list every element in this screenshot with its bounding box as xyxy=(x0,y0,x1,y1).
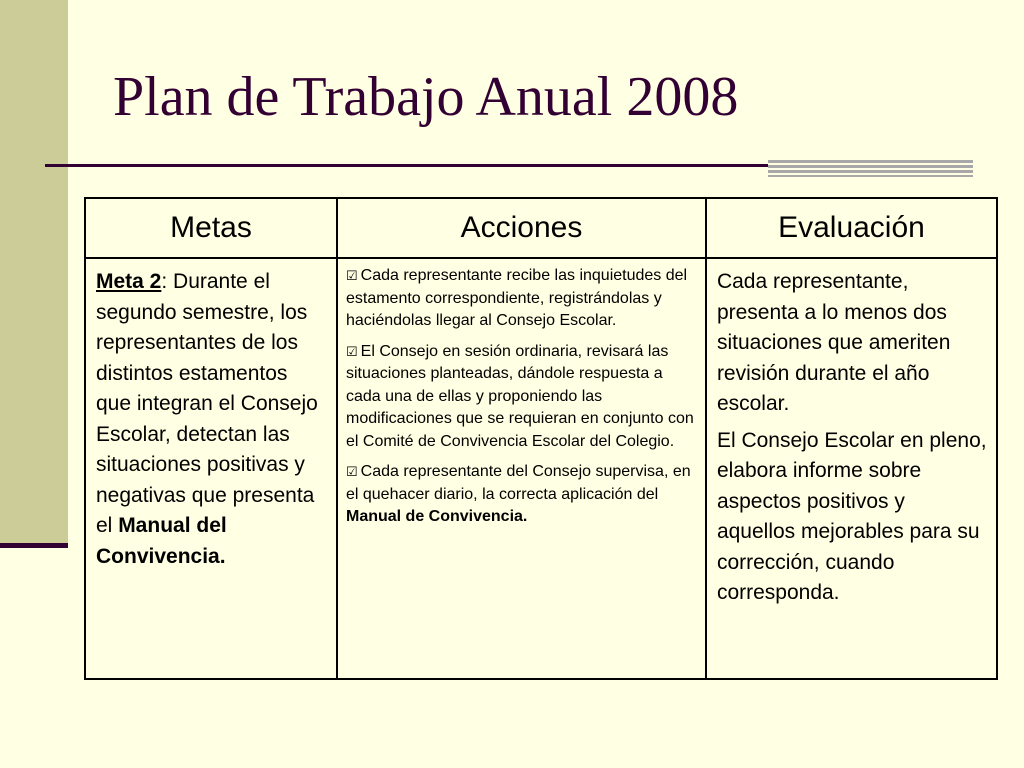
meta-text: : Durante el segundo semestre, los representantes de los distintos estamentos que integran el Consejo Escolar, detectan las situaciones positivas y negativas que presenta el xyxy=(96,270,318,537)
accion-text: El Consejo en sesión ordinaria, revisará las situaciones planteadas, dándole respuesta a cada una de ellas y proponiendo las modificaciones que se requieran en conjunto con el Comité de Convivencia Escolar del Colegio. xyxy=(345,342,694,450)
header-acciones: Acciones xyxy=(337,198,706,258)
table-row xyxy=(85,258,997,679)
accion-item xyxy=(346,265,697,333)
checkbox-icon: ☑ xyxy=(345,268,358,283)
accion-bold-text: Manual de Convivencia. xyxy=(345,508,528,525)
header-row xyxy=(85,198,997,258)
header-metas: Metas xyxy=(85,198,337,258)
acciones-cell xyxy=(337,258,706,679)
title-underline xyxy=(45,164,770,167)
accion-item xyxy=(346,461,697,529)
accion-text: Cada representante del Consejo supervisa, en el quehacer diario, la correcta aplicación del xyxy=(345,463,691,503)
checkbox-icon: ☑ xyxy=(345,343,358,359)
metas-cell xyxy=(85,258,337,679)
plan-table xyxy=(84,197,998,680)
header-evaluacion: Evaluación xyxy=(706,198,997,258)
checkbox-icon: ☑ xyxy=(345,464,358,479)
title-accent-bar xyxy=(768,160,973,177)
left-decor-line xyxy=(0,543,68,548)
accion-text: Cada representante recibe las inquietudes del estamento correspondiente, registrándolas y haciéndolas llegar al Consejo Escolar. xyxy=(345,267,688,329)
slide-title: Plan de Trabajo Anual 2008 xyxy=(113,66,739,128)
evaluacion-item: Cada representante, presenta a lo menos dos situaciones que ameriten revisión durante el año escolar. xyxy=(716,270,951,415)
evaluacion-cell xyxy=(706,258,997,679)
evaluacion-item: El Consejo Escolar en pleno, elabora informe sobre aspectos positivos y aquellos mejorables para su corrección, cuando corresponda. xyxy=(716,428,987,604)
meta-bold-text: Manual del Convivencia. xyxy=(96,514,227,568)
left-decor-bar xyxy=(0,0,68,543)
meta-label: Meta 2 xyxy=(96,270,162,293)
accion-item xyxy=(346,341,697,454)
